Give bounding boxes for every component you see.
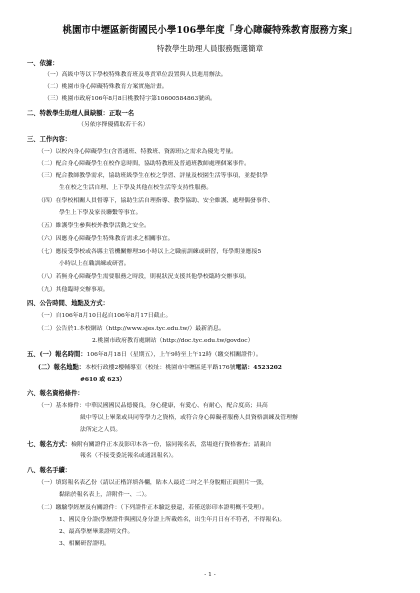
duty-item-1: （一）以校內身心障礙學生(含普通班、特教班、資源班)之需求為優先考量。 (38, 149, 237, 155)
section-method-heading: 七、報名方式： (27, 441, 72, 448)
page-number: - 1 - (204, 572, 216, 578)
section-duties-heading: 三、工作內容： (27, 136, 72, 143)
duty-item-9: （九）其他臨時交辦事項。 (38, 287, 109, 293)
eligibility-item-1-cont-1: 級中等以上畢業或具同等學力之資格，或符合身心障礙者服務人員資格訓練及管理辦 (80, 415, 298, 421)
procedure-item-1: （一）填寫報名表乙份（請以正楷詳填各欄，貼本人最近二吋之半身脫帽正面照片一張， (38, 480, 268, 486)
basis-item-3: （三）桃園市政府106年8月8日桃教特字第10600584863號函。 (44, 96, 216, 102)
registration-place (38, 364, 282, 372)
duty-item-3: （三）配合教師教學需求，協助班級學生在校之學習、評量及校園生活等事項，並提供學 (38, 173, 268, 179)
document-subtitle: 特教學生助理人員服務甄選簡章 (156, 44, 264, 53)
registration-place-text: 本校行政樓2樓輔導室（校址：桃園市中壢區延平路176號 (85, 365, 236, 371)
section-basis-heading: 一、依據： (27, 60, 59, 67)
duty-item-7: （七）應接受學校或各縣主管機關辦理36小時以上之職前訓練或研習，每學期並應接5 (38, 249, 262, 255)
procedure-item-1-cont: 黏貼於報名表上，詳附件一、二）。 (59, 492, 151, 498)
registration-method (27, 441, 271, 449)
eligibility-item-1: （一）基本條件：中華民國國民品德優良，身心健康，有愛心、有耐心，配合度高；具高 (38, 403, 268, 409)
registration-place-label: (二）報名地點： (38, 364, 86, 371)
duty-item-8: （八）若無身心障礙學生需要服務之時段，則視狀況支援其他學校臨時交辦事項。 (38, 274, 251, 280)
announcement-item-1: （一）自106年8月10日起自106年8月17日截止。 (38, 313, 172, 319)
procedure-item-2: （二）繳驗學經歷及有關證件：（下列證件正本驗訖發還，若僅送影印本證明概不受理）。 (38, 505, 268, 511)
method-text-cont: 報名（不接受委託報名或通訊報名）。 (80, 453, 178, 459)
method-text: 檢附有關證件正本及影印本各一份，協同報名表，當場進行資格審查；請親自 (71, 442, 272, 448)
procedure-item-2-sub-1: 1、國民身分證(學歷證件與國民身分證上所載姓名，出生年月日有不符者，不得報名)。 (59, 517, 286, 523)
eligibility-item-1-cont-2: 法所定之人員。 (80, 427, 122, 433)
phone-extension: #610 或 623） (80, 376, 126, 383)
basis-item-1: （一）高級中等以下學校特殊教育班及專責單位設置與人員進用辦法。 (44, 72, 227, 78)
announcement-item-2: （二）公告於1.本校網站（http://www.sjes.tyc.edu.tw/）最新消息。 (38, 326, 225, 332)
procedure-item-2-sub-3: 3、相關研習證明。 (59, 541, 110, 547)
duty-item-4: （四）在學校相關人員督導下，協助生活自理指導、教學協助、安全維護、處理偶發事件、 (38, 198, 274, 204)
registration-time-label: 五、(一）報名時間： (27, 351, 87, 358)
section-vacancy-heading: 二、特教學生助理人員缺額：正取一名 (27, 110, 135, 117)
procedure-item-2-sub-2: 2、最高學歷畢業證明文件。 (59, 529, 134, 535)
registration-time (27, 351, 262, 359)
duty-item-7-cont: 小時以上在職訓練或研習。 (59, 261, 130, 267)
vacancy-note: （另依序擇優備取若干名） (78, 122, 149, 128)
duty-item-4-cont: 學生上下學及家長聯繫等事宜。 (59, 210, 142, 216)
duty-item-5: （五）維護學生參與校外教學活動之安全。 (38, 223, 150, 229)
duty-item-6: （六）因應身心障礙學生特殊教育需求之相關事宜。 (38, 236, 174, 242)
duty-item-2: （二）配合身心障礙學生在校作息時間，協助特教班及普通班教師處理個案事件。 (38, 161, 251, 167)
document-title: 桃園市中壢區新街國民小學106學年度「身心障礙特殊教育服務方案」 (62, 25, 358, 36)
registration-time-text: 106年8月18日（星期五），上午9時至上午12時（繳交相關證件）。 (86, 352, 262, 358)
duty-item-3-cont: 生在校之生活自理、上下學及其他在校生活等支持性服務。 (59, 185, 213, 191)
section-announcement-heading: 四、公告時間、地點及方式： (27, 300, 109, 307)
section-procedure-heading: 八、報名手續： (27, 467, 72, 474)
phone-label: 電話： (235, 364, 254, 371)
announcement-item-2-cont: 2.桃園市政府教育處網站（http://doc.tyc.edu.tw/govdoc） (92, 338, 254, 344)
section-eligibility-heading: 六、報名資格條件： (27, 390, 84, 397)
basis-item-2: （二）桃園市身心障礙特殊教育方案實施計畫。 (44, 84, 168, 90)
phone-number: 4523202 (253, 364, 282, 371)
